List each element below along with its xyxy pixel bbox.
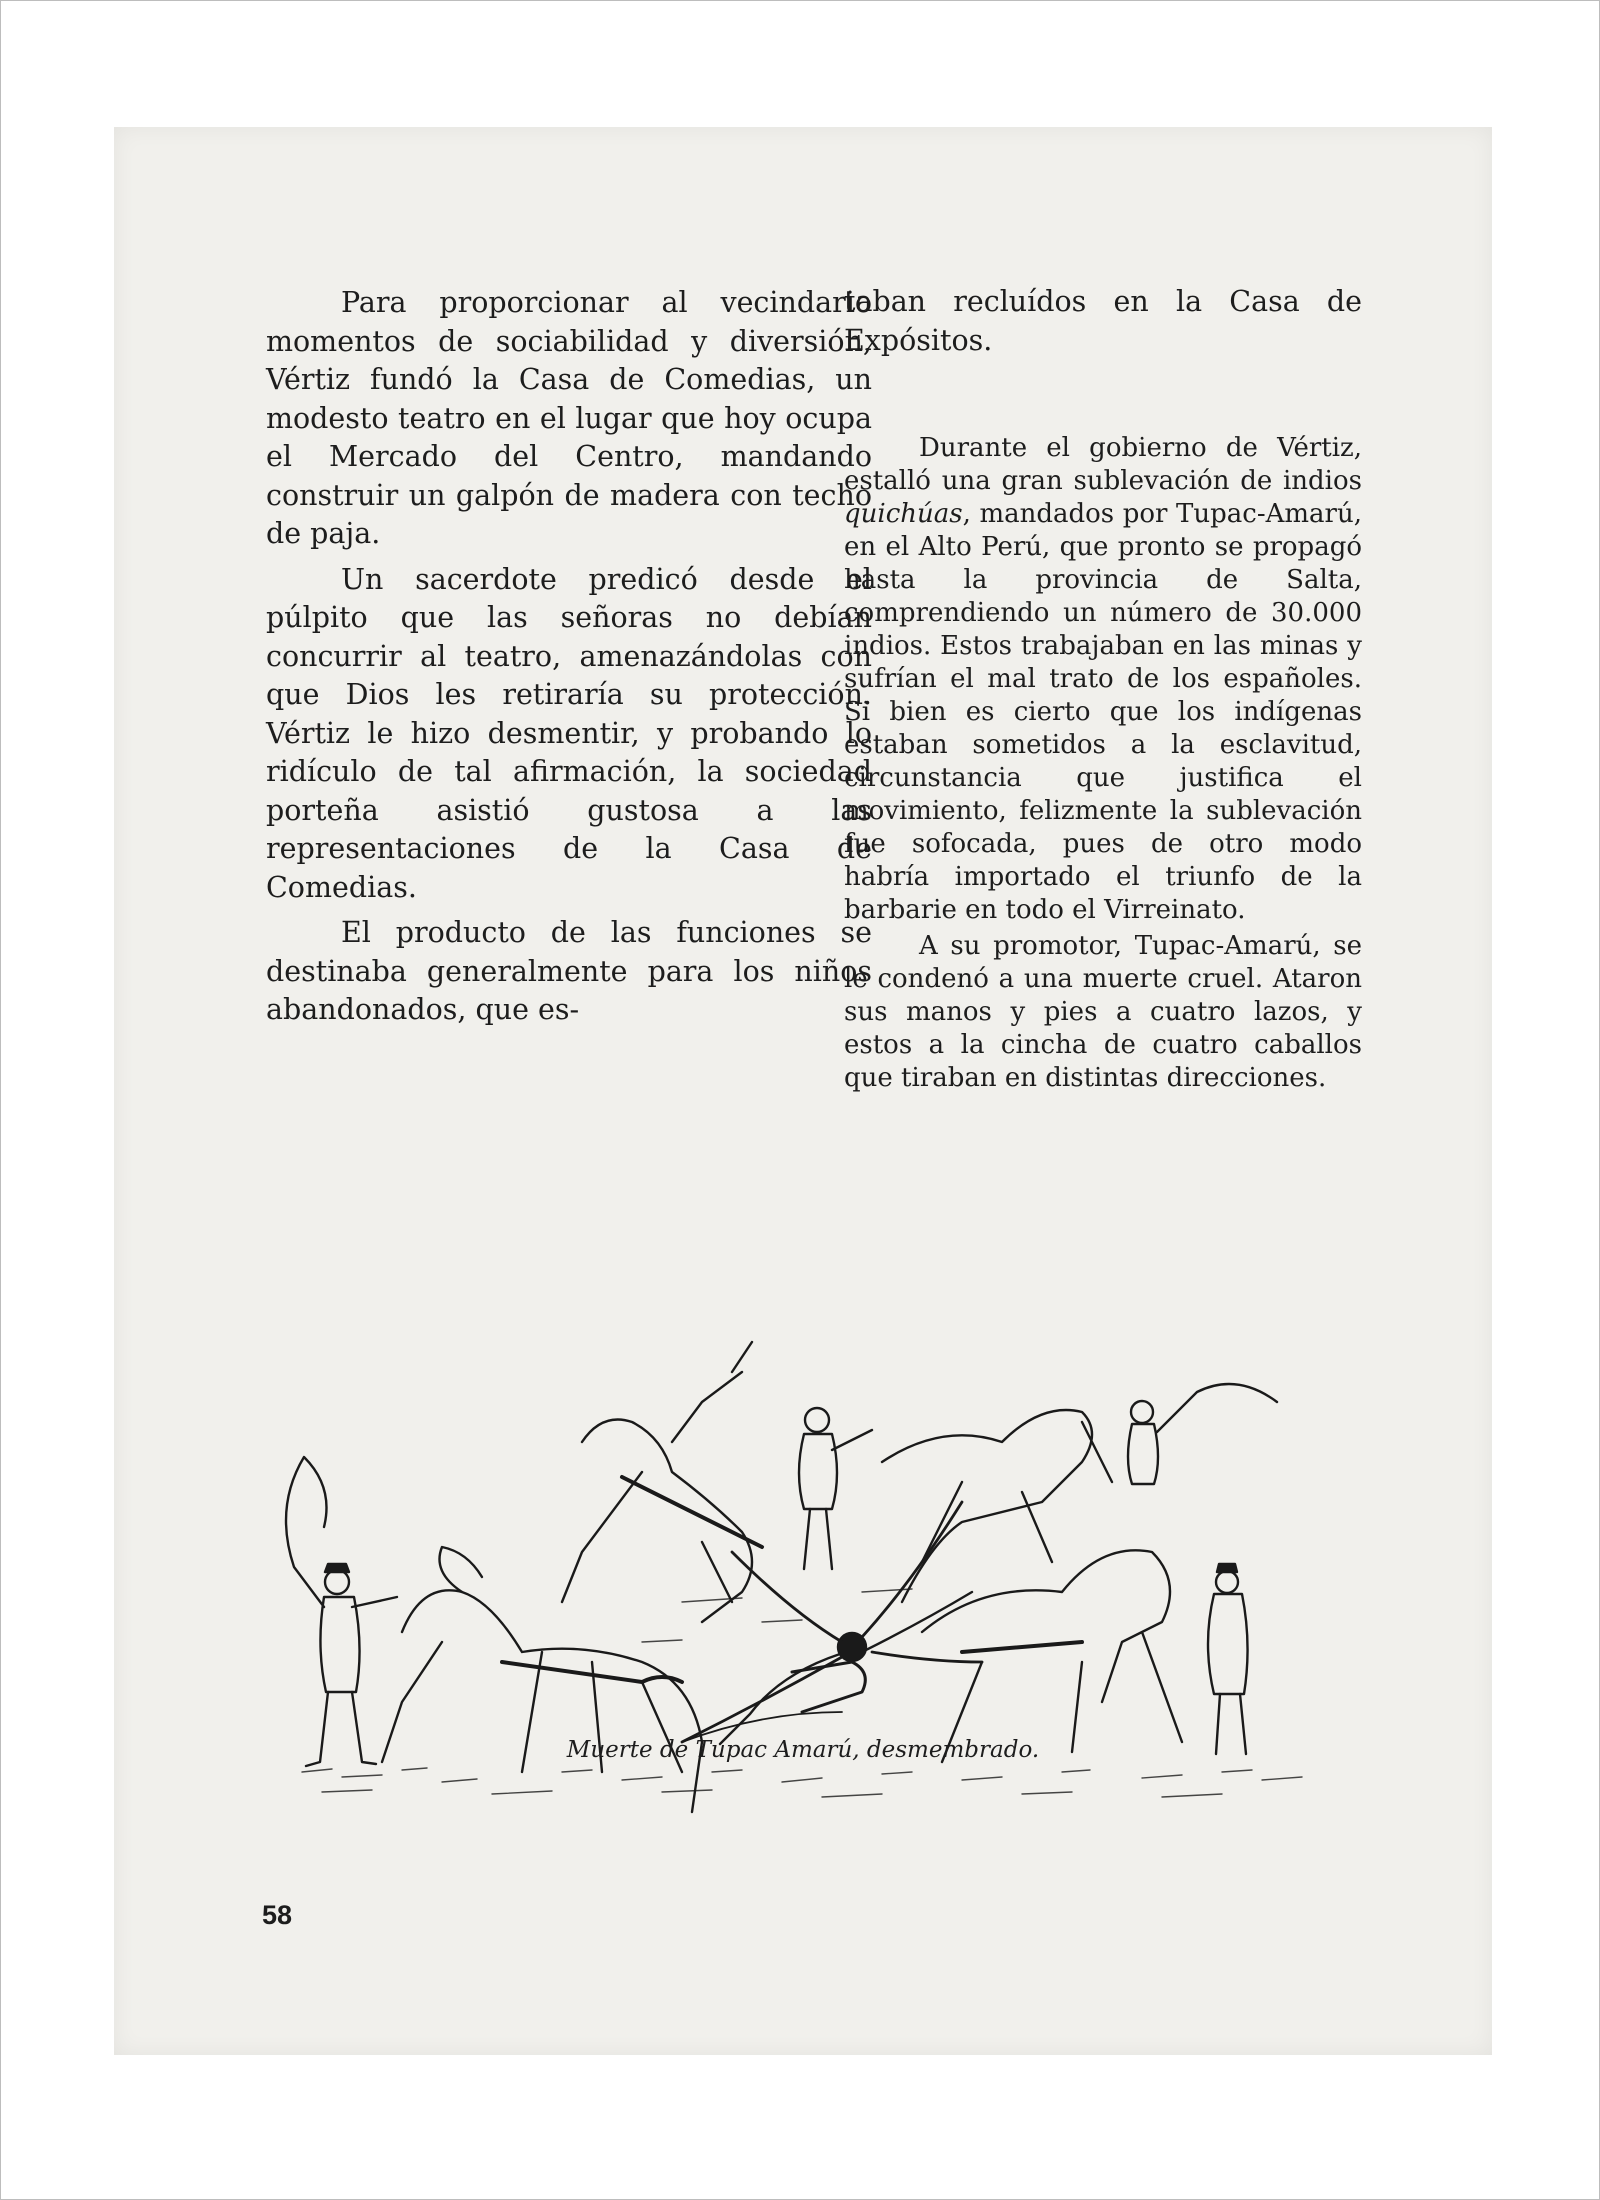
horse-upper-left bbox=[562, 1342, 762, 1622]
horse-lower-right bbox=[922, 1550, 1248, 1762]
horse-front-left bbox=[382, 1547, 842, 1812]
page-number: 58 bbox=[262, 1900, 293, 1930]
paragraph-continuation: taban recluídos en la Casa de Expósitos. bbox=[844, 285, 1362, 357]
sublevacion-text-start: Durante el gobierno de Vértiz, estalló una gran sublevación de indios bbox=[844, 433, 1362, 496]
left-rider-figure bbox=[286, 1457, 397, 1766]
paragraph-promotor: A su promotor, Tupac-Amarú, se le condenó a una muerte cruel. Ataron sus manos y pies a cuatro lazos, y estos a la cincha de cuatro caballos que tiraban en distintas direcciones. bbox=[844, 931, 1362, 1093]
right-text-column bbox=[844, 283, 1362, 1095]
paragraph-producto-funciones: El producto de las funciones se destinaba generalmente para los niños abandonados, que es- bbox=[266, 916, 872, 1026]
sublevacion-text-end: , mandados por Tupac-Amarú, en el Alto Perú, que pronto se propagó hasta la provincia de Salta, comprendiendo un número de 30.000 indios. Estos trabajaban en las minas y sufrían el mal trato de los españoles. Si bien es cierto que los indígenas estaban sometidos a la esclavitud, circunstancia que justifica el movimiento, felizmente la sublevación fue sofocada, pues de otro modo habría importado el triunfo de la barbarie en todo el Virreinato. bbox=[844, 499, 1362, 925]
ground-hatching bbox=[302, 1589, 1302, 1797]
center-onlooker-figure bbox=[799, 1408, 872, 1569]
figure-caption: Muerte de Tupac Amarú, desmembrado. bbox=[566, 1737, 1040, 1763]
quichuas-italic: quichúas bbox=[844, 499, 963, 529]
paragraph-casa-de-comedias: Para proporcionar al vecindario momentos de sociabilidad y diversión, Vértiz fundó la Casa de Comedias, un modesto teatro en el lugar que hoy ocupa el Mercado del Centro, mandando construir un galpón de madera con techo de paja. bbox=[266, 286, 872, 550]
left-text-column bbox=[266, 284, 872, 1037]
book-page bbox=[114, 127, 1492, 2055]
paragraph-sacerdote: Un sacerdote predicó desde el púlpito que las señoras no debían concurrir al teatro, amenazándolas con que Dios les retiraría su protección. Vértiz le hizo desmentir, y probando lo ridículo de tal afirmación, la sociedad porteña asistió gustosa a las representaciones de la Casa de Comedias. bbox=[266, 562, 872, 904]
paragraph-sublevacion bbox=[844, 432, 1362, 927]
